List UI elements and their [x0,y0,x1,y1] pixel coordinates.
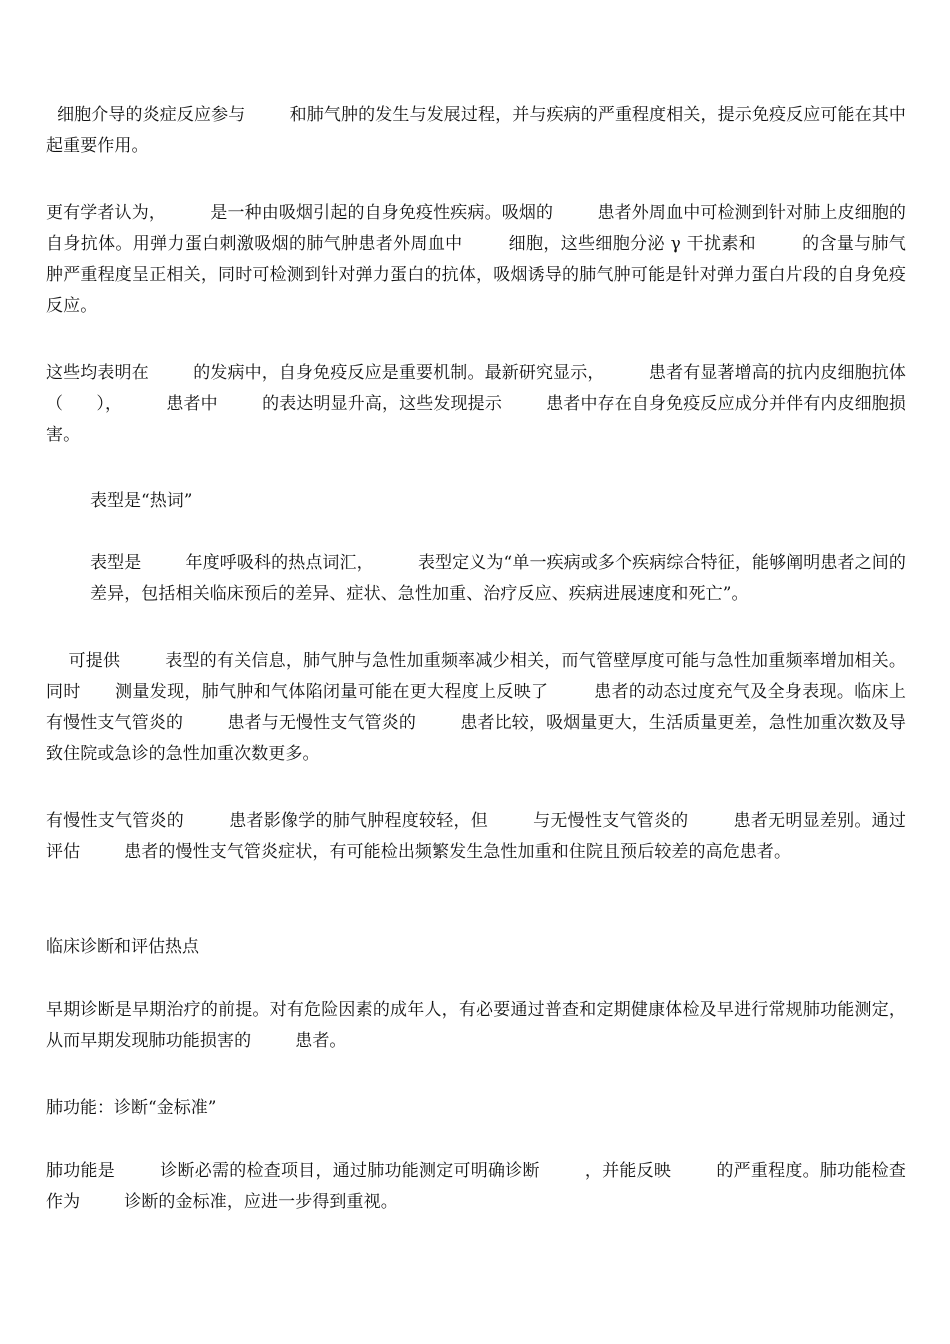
paragraph-phenotype-info: 可提供 表型的有关信息，肺气肿与急性加重频率减少相关，而气管壁厚度可能与急性加重频率增加相关。同时 测量发现，肺气肿和气体陷闭量可能在更大程度上反映了 患者的动态过度充气及全身表现。临床上有慢性支气管炎的 患者与无慢性支气管炎的 患者比较，吸烟量更大，生活质量更差，急性加重次数及导致住院或急诊的急性加重次数更多。 [46,651,906,764]
paragraph-autoimmune-theory: 更有学者认为， 是一种由吸烟引起的自身免疫性疾病。吸烟的 患者外周血中可检测到针对肺上皮细胞的 自身抗体。用弹力蛋白刺激吸烟的肺气肿患者外周血中 细胞，这些细胞分泌 γ 干扰素和 的含量与肺气肿严重程度呈正相关，同时可检测到针对弹力蛋白的抗体，吸烟诱导的肺气肿可能是针对弹力蛋白片段的自身免疫反应。 [46,203,940,316]
paragraph-autoimmune-mechanism: 这些均表明在 的发病中，自身免疫反应是重要机制。最新研究显示， 患者有显著增高的抗内皮细胞抗体（ ）， 患者中 的表达明显升高，这些发现提示 患者中存在自身免疫反应成分并伴有内皮细胞损害。 [46,363,906,445]
paragraph-early-diagnosis: 早期诊断是早期治疗的前提。对有危险因素的成年人，有必要通过普查和定期健康体检及早进行常规肺功能测定，从而早期发现肺功能损害的 患者。 [46,1000,906,1051]
paragraph-cell-inflammation: 细胞介导的炎症反应参与 和肺气肿的发生与发展过程，并与疾病的严重程度相关，提示免疫反应可能在其中起重要作用。 [46,105,906,156]
paragraph-lung-function: 肺功能是 诊断必需的检查项目，通过肺功能测定可明确诊断 ，并能反映 的严重程度。肺功能检查作为 诊断的金标准，应进一步得到重视。 [46,1161,906,1212]
section-heading-diagnosis: 临床诊断和评估热点 [46,937,199,957]
section-heading-lung-function: 肺功能：诊断“金标准” [46,1098,217,1118]
paragraph-chronic-bronchitis: 有慢性支气管炎的 患者影像学的肺气肿程度较轻，但 与无慢性支气管炎的 患者无明显差别。通过评估 患者的慢性支气管炎症状，有可能检出频繁发生急性加重和住院且预后较差的高危患者。 [46,811,906,862]
section-heading-phenotype: 表型是“热词” [90,491,193,511]
paragraph-phenotype-definition: 表型是 年度呼吸科的热点词汇， 表型定义为“单一疾病或多个疾病综合特征，能够阐明患者之间的差异，包括相关临床预后的差异、症状、急性加重、治疗反应、疾病进展速度和死亡”。 [90,553,906,604]
